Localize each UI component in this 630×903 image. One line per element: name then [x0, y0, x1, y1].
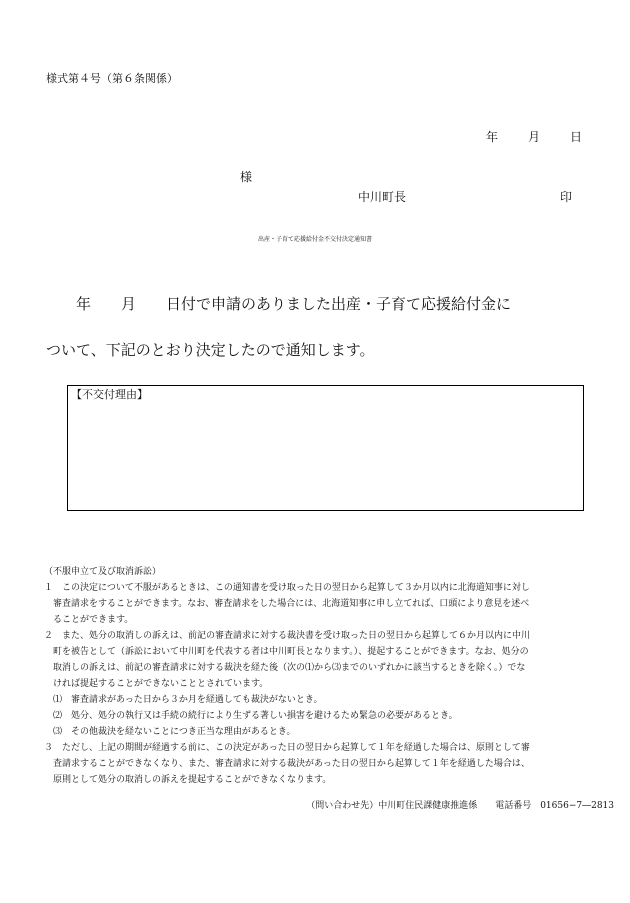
appeal-heading: （不服申立て及び取消訴訟） — [44, 567, 162, 577]
appeal-line: 審査請求をすることができます。なお、審査請求をした場合には、北海道知事に申し立てれば、口頭により意見を述べ — [44, 599, 530, 609]
seal-mark: 印 — [560, 190, 573, 204]
contact-info: （問い合わせ先）中川町住民課健康推進係 電話番号 01656−7―2813 — [306, 801, 614, 811]
addressee-suffix: 様 — [240, 170, 253, 184]
appeal-line: ⑵ 処分、処分の執行又は手続の続行により生ずる著しい損害を避けるため緊急の必要があるとき。 — [44, 711, 458, 721]
issuer-name: 中川町長 — [358, 190, 407, 204]
date-year: 年 — [486, 130, 499, 144]
appeal-line: ２ また、処分の取消しの訴えは、前記の審査請求に対する裁決書を受け取った日の翌日から起算して６か月以内に中川 — [44, 631, 531, 641]
reason-label: 【不交付理由】 — [71, 388, 148, 401]
appeal-line: ３ ただし、上記の期間が経過する前に、この決定があった日の翌日から起算して１年を経過した場合は、原則として審 — [44, 743, 530, 753]
appeal-line: 町を被告として（訴訟において中川町を代表する者は中川町長となります。）、提起することができます。なお、処分の — [44, 647, 529, 657]
appeal-line: 原則として処分の取消しの訴えを提起することができなくなります。 — [44, 775, 332, 785]
body-line-2: ついて、下記のとおり決定したので通知します。 — [46, 341, 375, 359]
appeal-line: 査請求することができなくなり、また、審査請求に対する裁決があった日の翌日から起算して１年を経過した場合は、 — [44, 759, 530, 769]
date-day: 日 — [570, 130, 583, 144]
appeal-line: ければ提起することができないこととされています。 — [44, 679, 269, 689]
appeal-line: １ この決定について不服があるときは、この通知書を受け取った日の翌日から起算して３か月以内に北海道知事に対し — [44, 583, 530, 593]
date-month: 月 — [528, 130, 541, 144]
reason-box — [67, 385, 584, 511]
appeal-line: ることができます。 — [44, 615, 134, 625]
appeal-line: 取消しの訴えは、前記の審査請求に対する裁決を経た後（次の⑴から⑶までのいずれかに該当するときを除く。）でな — [44, 663, 526, 673]
body-line-1: 年 月 日付で申請のありました出産・子育て応援給付金に — [46, 295, 512, 313]
date-line — [486, 128, 582, 145]
appeal-line: ⑶ その他裁決を経ないことにつき正当な理由があるとき。 — [44, 727, 296, 737]
document-title: 出産・子育て応援給付金不交付決定通知書 — [257, 236, 372, 243]
appeal-line: ⑴ 審査請求があった日から３か月を経過しても裁決がないとき。 — [44, 695, 323, 705]
form-number: 様式第４号（第６条関係） — [46, 72, 178, 85]
